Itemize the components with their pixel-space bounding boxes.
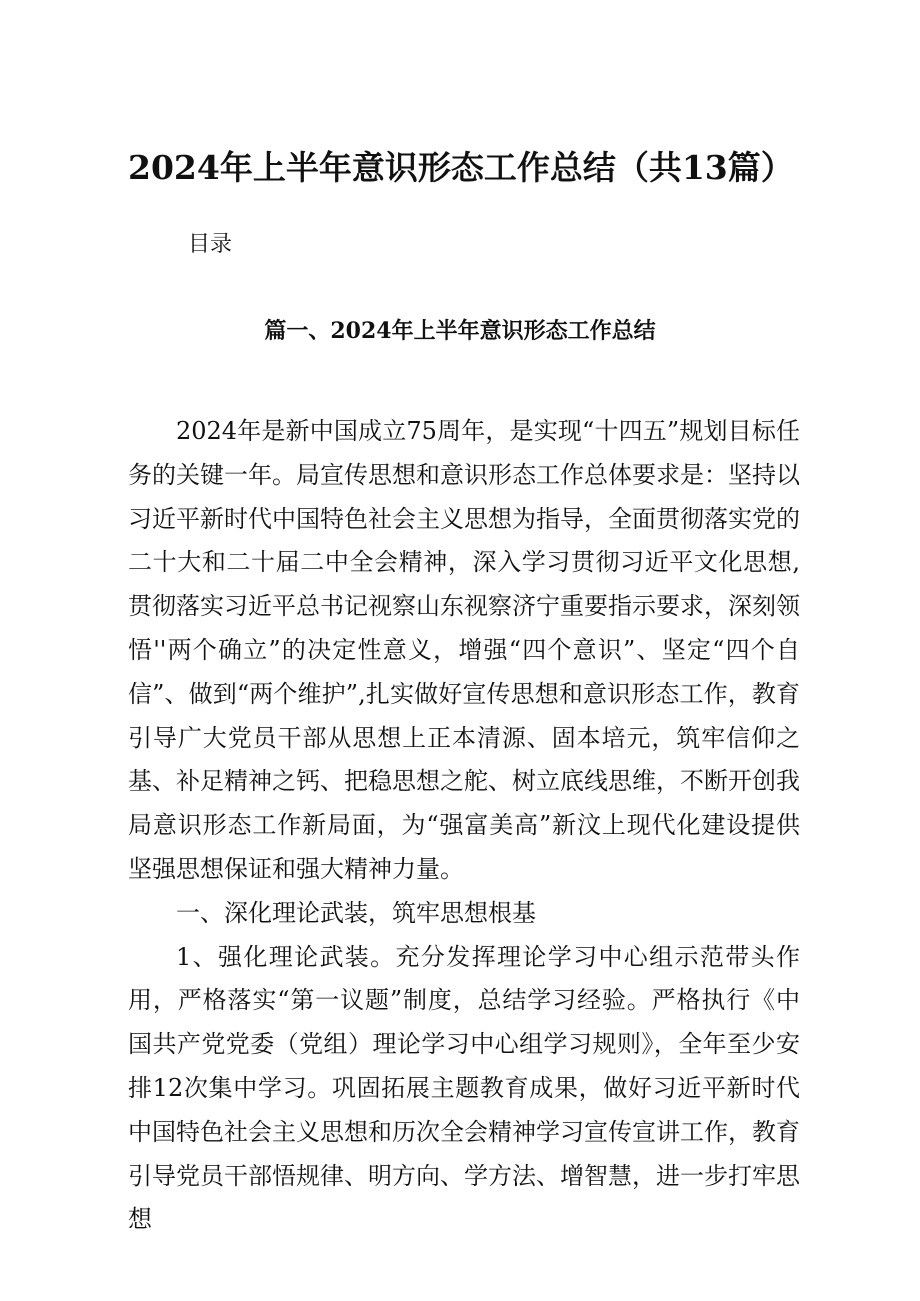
chapter-title: 篇一、2024年上半年意识形态工作总结 bbox=[264, 318, 656, 344]
toc-heading: 目录 bbox=[188, 232, 233, 257]
document-body bbox=[128, 410, 800, 1242]
section-heading: 一、深化理论武装，筑牢思想根基 bbox=[176, 898, 536, 927]
intro-paragraph: 2024年是新中国成立75周年，是实现“十四五”规划目标任务的关键一年。局宣传思想和意识形态工作总体要求是：坚持以习近平新时代中国特色社会主义思想为指导，全面贯彻落实党的二十大和二十届二中全会精神，深入学习贯彻习近平文化思想,贯彻落实习近平总书记视察山东视察济宁重要指示要求，深刻领悟''两个确立”的决定性意义，增强“四个意识”、坚定“四个自信”、做到“两个维护”,扎实做好宣传思想和意识形态工作，教育引导广大党员干部从思想上正本清源、固本培元，筑牢信仰之基、补足精神之钙、把稳思想之舵、树立底线思维，不断开创我局意识形态工作新局面，为“强富美高”新汶上现代化建设提供坚强思想保证和强大精神力量。 bbox=[128, 417, 800, 883]
body-paragraph: 1、强化理论武装。充分发挥理论学习中心组示范带头作用，严格落实“第一议题”制度，总结学习经验。严格执行《中国共产党党委（党组）理论学习中心组学习规则》，全年至少安排12次集中学习。巩固拓展主题教育成果，做好习近平新时代中国特色社会主义思想和历次全会精神学习宣传宣讲工作，教育引导党员干部悟规律、明方向、学方法、增智慧，进一步打牢思想 bbox=[128, 942, 800, 1234]
document-title: 2024年上半年意识形态工作总结（共13篇） bbox=[128, 148, 794, 187]
